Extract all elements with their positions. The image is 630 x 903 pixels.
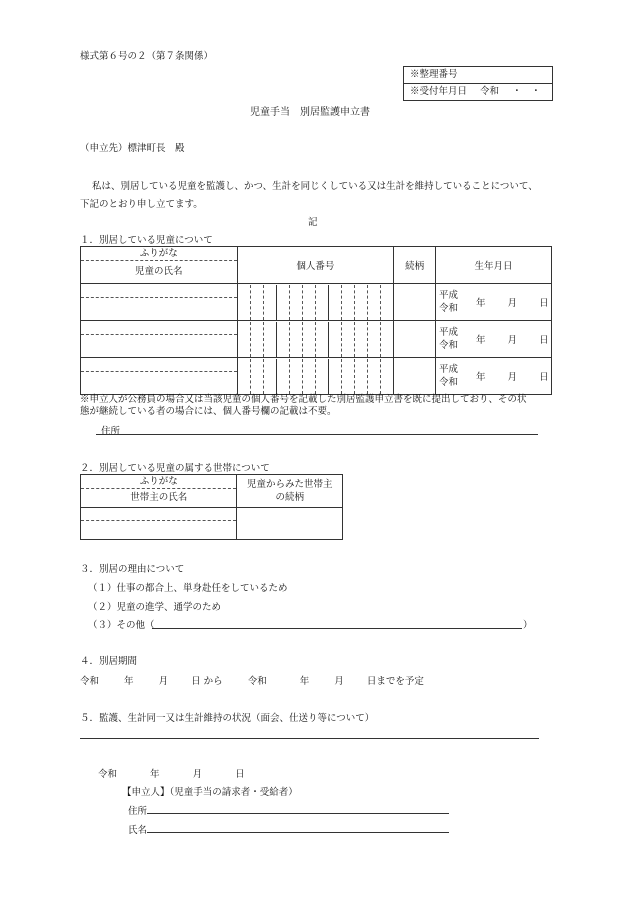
form-number: 様式第６号の２（第７条関係） <box>80 51 214 62</box>
section1-address-field[interactable] <box>96 434 538 435</box>
relation-cell[interactable] <box>394 321 436 358</box>
birthdate-cell[interactable] <box>436 358 552 395</box>
table-row <box>81 284 552 321</box>
individual-number-cell[interactable] <box>237 284 394 321</box>
table-row <box>81 358 552 395</box>
era-reiwa: 令和 <box>439 340 459 351</box>
child-name-header <box>81 247 238 284</box>
individual-number-header: 個人番号 <box>237 247 394 284</box>
received-date-row <box>404 83 552 100</box>
child-name-cell[interactable] <box>81 284 238 321</box>
children-table <box>80 246 552 395</box>
section1-note-line-2: 態が継続している者の場合には、個人番号欄の記載は不要。 <box>80 406 337 417</box>
era-heisei: 平成 <box>439 364 459 375</box>
household-name-field[interactable] <box>81 520 236 539</box>
section1-note-line-1: ※申立人が公務員の場合又は当該児童の個人番号を記載した別居監護申立書を既に提出しており、その状 <box>80 394 527 405</box>
name-header: 児童の氏名 <box>81 260 237 283</box>
household-table <box>80 474 343 540</box>
relation-cell[interactable] <box>394 358 436 395</box>
year-label: 年 <box>476 298 486 309</box>
period-end-month: 月 <box>334 676 344 687</box>
period-start-day: 日 から <box>191 676 223 687</box>
intro-line-1: 私は、別居している児童を監護し、かつ、生計を同じくしている又は生計を維持していることについて、 <box>92 181 538 192</box>
section2-heading: ２．別居している児童の属する世帯について <box>80 463 270 474</box>
individual-number-cell[interactable] <box>237 358 394 395</box>
household-head-header <box>81 475 237 508</box>
applicant-address-label: 住所 <box>128 806 148 817</box>
period-end-day: 日までを予定 <box>366 676 424 687</box>
birthdate-cell[interactable] <box>436 321 552 358</box>
applicant-name-label: 氏名 <box>128 825 148 836</box>
control-number-label: ※整理番号 <box>410 69 458 80</box>
month-label: 月 <box>507 298 518 309</box>
applicant-heading: 【申立人】（児童手当の請求者・受給者） <box>122 787 298 798</box>
furigana-field[interactable] <box>81 358 237 371</box>
year-label: 年 <box>476 372 486 383</box>
period-row <box>80 673 424 687</box>
date-year: 年 <box>150 769 160 780</box>
name-field[interactable] <box>81 297 237 320</box>
household-relation-header <box>237 475 343 508</box>
period-start-era: 令和 <box>80 676 100 687</box>
intro-line-2: 下記のとおり申し立てます。 <box>80 199 203 210</box>
reason-3[interactable]: （３）その他（ <box>88 620 155 631</box>
received-date-label: ※受付年月日 <box>410 86 468 97</box>
birthdate-header: 生年月日 <box>436 247 552 284</box>
household-relation-header-line-1: 児童からみた世帯主 <box>246 479 333 490</box>
date-month: 月 <box>192 769 203 780</box>
month-label: 月 <box>507 335 518 346</box>
reason-1[interactable]: （１）仕事の都合上、単身赴任をしているため <box>88 583 288 594</box>
furigana-header: ふりがな <box>139 248 178 259</box>
relation-header: 続柄 <box>394 247 436 284</box>
period-start-month: 月 <box>158 676 169 687</box>
month-label: 月 <box>507 372 518 383</box>
received-separators: ・ ・ <box>512 86 541 97</box>
period-start-year: 年 <box>124 676 134 687</box>
section4-heading: ４．別居期間 <box>80 656 138 667</box>
furigana-field[interactable] <box>81 284 237 297</box>
child-name-cell[interactable] <box>81 321 238 358</box>
period-end-year: 年 <box>299 676 310 687</box>
era-reiwa: 令和 <box>439 303 459 314</box>
period-end-era: 令和 <box>247 676 267 687</box>
receipt-box <box>403 66 553 101</box>
year-label: 年 <box>476 335 486 346</box>
birthdate-cell[interactable] <box>436 284 552 321</box>
date-day: 日 <box>235 769 245 780</box>
day-label: 日 <box>539 335 549 346</box>
addressee: （申立先）標津町長 殿 <box>80 143 185 154</box>
day-label: 日 <box>539 372 549 383</box>
submission-date <box>98 766 245 780</box>
household-relation-header-line-2: の続柄 <box>275 492 304 503</box>
household-furigana-field[interactable] <box>81 508 236 520</box>
household-furigana-header: ふりがな <box>139 476 178 487</box>
household-name-header: 世帯主の氏名 <box>81 488 236 507</box>
era-heisei: 平成 <box>439 327 459 338</box>
ki-label: 記 <box>308 217 318 228</box>
individual-number-cell[interactable] <box>237 321 394 358</box>
date-era: 令和 <box>98 769 118 780</box>
section1-address-label: 住所 <box>101 426 121 437</box>
section3-heading: ３．別居の理由について <box>80 564 185 575</box>
section1-heading: １．別居している児童について <box>80 235 213 246</box>
table-row <box>81 508 343 540</box>
relation-cell[interactable] <box>394 284 436 321</box>
applicant-address-field[interactable] <box>147 813 449 814</box>
furigana-field[interactable] <box>81 321 237 334</box>
household-head-cell[interactable] <box>81 508 237 540</box>
reason-other-field[interactable] <box>152 628 522 629</box>
section5-heading: ５．監護、生計同一又は生計維持の状況（面会、仕送り等について） <box>80 713 375 724</box>
era-heisei: 平成 <box>439 290 459 301</box>
reason-2[interactable]: （２）児童の進学、通学のため <box>88 602 222 613</box>
child-name-cell[interactable] <box>81 358 238 395</box>
received-era: 令和 <box>480 86 500 97</box>
page-title: 児童手当 別居監護申立書 <box>250 107 370 118</box>
day-label: 日 <box>539 298 549 309</box>
reason-3-close: ） <box>523 620 533 631</box>
applicant-name-field[interactable] <box>147 832 449 833</box>
household-relation-cell[interactable] <box>237 508 343 540</box>
table-row <box>81 321 552 358</box>
name-field[interactable] <box>81 334 237 357</box>
section5-field[interactable] <box>80 738 539 739</box>
era-reiwa: 令和 <box>439 377 459 388</box>
